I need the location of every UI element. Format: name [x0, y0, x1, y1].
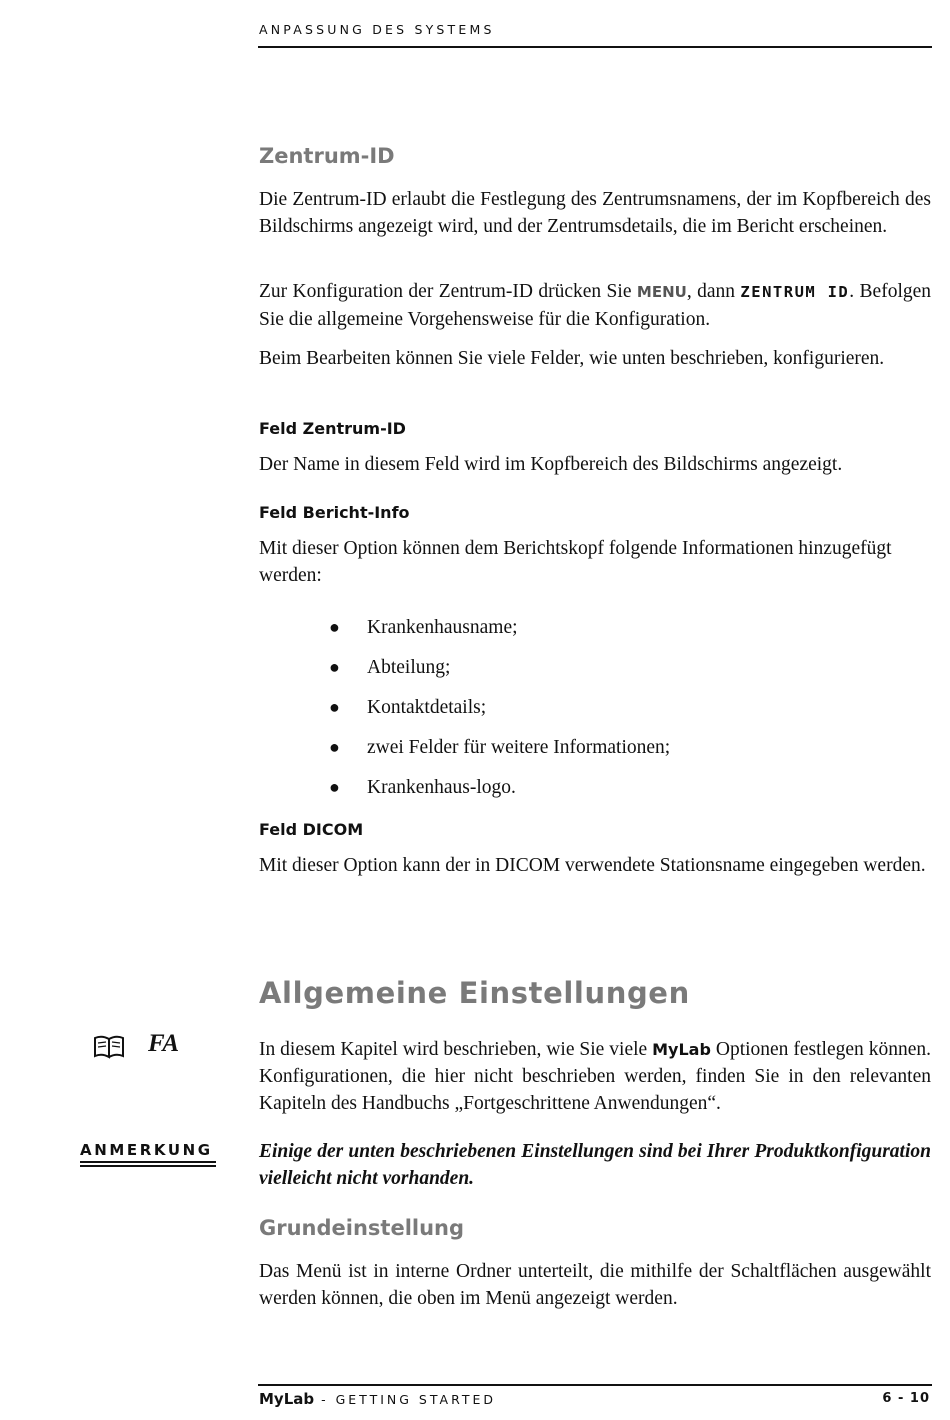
- running-header: ANPASSUNG DES SYSTEMS: [259, 22, 495, 37]
- text-fragment: In diesem Kapitel wird beschrieben, wie Sie viele: [259, 1039, 653, 1060]
- list-item: [325, 774, 925, 814]
- text-fragment: . Befolgen Sie die allgemeine Vorgehensweise für die Konfiguration.: [259, 281, 932, 330]
- bullet-icon: ●: [329, 657, 340, 677]
- list-item-text: Krankenhaus-logo.: [367, 777, 516, 798]
- footer-brand: MyLab: [259, 1390, 315, 1408]
- note-text: Einige der unten beschriebenen Einstellungen sind bei Ihrer Produktkonfiguration vielleicht nicht vorhanden.: [259, 1141, 931, 1189]
- text-fragment: Zur Konfiguration der Zentrum-ID drücken Sie: [259, 281, 637, 302]
- list-item: [325, 654, 925, 694]
- paragraph-allgemein-intro: [259, 1036, 931, 1117]
- list-item: [325, 694, 925, 734]
- paragraph-zentrum-config: [259, 278, 931, 333]
- paragraph-zentrum-edit: Beim Bearbeiten können Sie viele Felder, wie unten beschrieben, konfigurieren.: [259, 348, 885, 369]
- text-fragment: , dann: [686, 281, 741, 302]
- note-label: ANMERKUNG: [80, 1141, 213, 1159]
- side-reference-fa: FA: [148, 1030, 180, 1057]
- section-title-zentrum-id: Zentrum-ID: [259, 144, 395, 168]
- menu-key-label: MENU: [636, 283, 687, 301]
- list-item-text: zwei Felder für weitere Informationen;: [367, 737, 671, 758]
- field-text-dicom: Mit dieser Option kann der in DICOM verwendete Stationsname eingegeben werden.: [259, 855, 926, 876]
- list-item: [325, 734, 925, 774]
- field-title-dicom: Feld DICOM: [259, 820, 364, 839]
- bullet-icon: ●: [329, 697, 340, 717]
- field-title-bericht-info: Feld Bericht-Info: [259, 503, 410, 522]
- bullet-icon: ●: [329, 737, 340, 757]
- bericht-info-list: [325, 614, 925, 814]
- bullet-icon: ●: [329, 617, 340, 637]
- list-item-text: Kontaktdetails;: [367, 697, 487, 718]
- section-title-grundeinstellung: Grundeinstellung: [259, 1216, 465, 1240]
- brand-name: MyLab: [652, 1040, 711, 1059]
- note-underline: [80, 1165, 216, 1167]
- list-item-text: Krankenhausname;: [367, 617, 518, 638]
- header-rule: [258, 46, 932, 48]
- field-title-zentrum-id: Feld Zentrum-ID: [259, 419, 406, 438]
- list-item: [325, 614, 925, 654]
- footer-title: [259, 1390, 496, 1408]
- field-text-zentrum-id: Der Name in diesem Feld wird im Kopfbereich des Bildschirms angezeigt.: [259, 454, 843, 475]
- field-text-bericht-info: Mit dieser Option können dem Berichtskopf folgende Informationen hinzugefügt werden:: [259, 538, 892, 586]
- footer-rule: [258, 1384, 932, 1386]
- footer-subtitle: - GETTING STARTED: [314, 1392, 496, 1407]
- paragraph-grundeinstellung: Das Menü ist in interne Ordner unterteilt, die mithilfe der Schaltflächen ausgewählt werden können, die oben im Menü angezeigt werden.: [259, 1261, 931, 1309]
- zentrum-id-key-label: ZENTRUM ID: [740, 283, 850, 301]
- paragraph-zentrum-intro: Die Zentrum-ID erlaubt die Festlegung des Zentrumsnamens, der im Kopfbereich des Bildschirms angezeigt wird, und der Zentrumsdetails, die im Bericht erscheinen.: [259, 189, 931, 237]
- book-icon: [92, 1034, 126, 1060]
- chapter-title-allgemeine-einstellungen: Allgemeine Einstellungen: [259, 976, 690, 1010]
- list-item-text: Abteilung;: [367, 657, 451, 678]
- bullet-icon: ●: [329, 777, 340, 797]
- text-fragment: Optionen festlegen können. Konfigurationen, die hier nicht beschrieben werden, finden Sie in den relevanten Kapiteln des Handbuchs „Fortgeschrittene Anwendungen“.: [259, 1039, 931, 1114]
- note-underline: [80, 1161, 216, 1163]
- page-number: 6 - 10: [882, 1391, 930, 1406]
